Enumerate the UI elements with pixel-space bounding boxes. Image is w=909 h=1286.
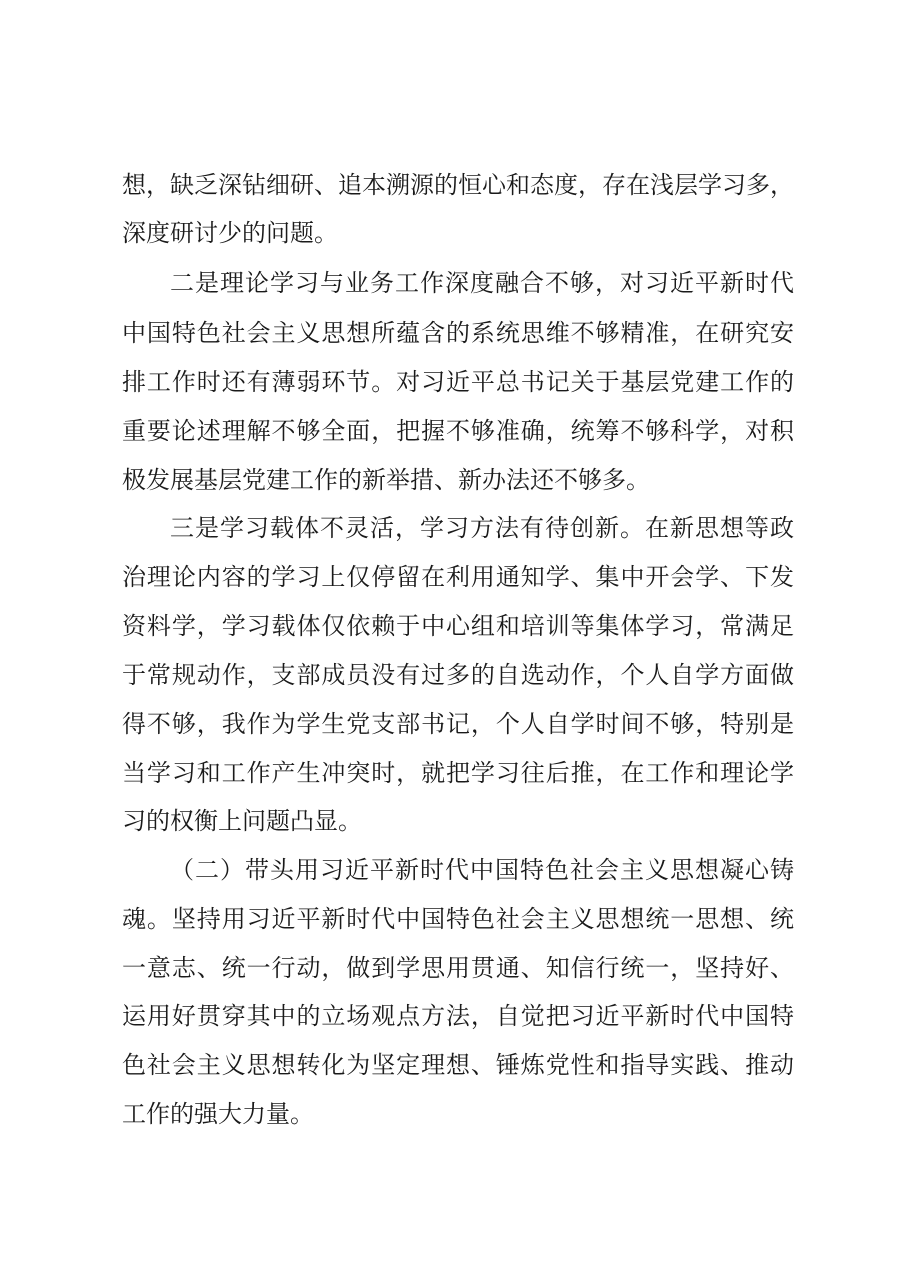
paragraph-2-line-2: 中国特色社会主义思想所蕴含的系统思维不够精准，在研究安 [122,319,794,347]
paragraph-2-line-3: 排工作时还有薄弱环节。对习近平总书记关于基层党建工作的 [122,368,794,396]
paragraph-3-line-1: 三是学习载体不灵活，学习方法有待创新。在新思想等政 [170,514,794,542]
paragraph-4-line-1: （二）带头用习近平新时代中国特色社会主义思想凝心铸 [170,856,794,884]
paragraph-4-line-5: 色社会主义思想转化为坚定理想、锤炼党性和指导实践、推动 [122,1051,794,1079]
paragraph-3-line-3: 资料学，学习载体仅依赖于中心组和培训等集体学习，常满足 [122,612,794,640]
paragraph-1-line-2: 深度研讨少的问题。 [122,219,338,247]
paragraph-4-line-6: 工作的强大力量。 [122,1100,314,1128]
paragraph-4-line-3: 一意志、统一行动，做到学思用贯通、知信行统一，坚持好、 [122,954,794,982]
paragraph-1-line-1: 想，缺乏深钻细研、追本溯源的恒心和态度，存在浅层学习多， [122,171,794,199]
paragraph-3-line-2: 治理论内容的学习上仅停留在利用通知学、集中开会学、下发 [122,563,794,591]
paragraph-3-line-6: 当学习和工作产生冲突时，就把学习往后推，在工作和理论学 [122,759,794,787]
paragraph-3-line-4: 于常规动作，支部成员没有过多的自选动作，个人自学方面做 [122,661,794,689]
paragraph-4-line-4: 运用好贯穿其中的立场观点方法，自觉把习近平新时代中国特 [122,1002,794,1030]
paragraph-4-line-2: 魂。坚持用习近平新时代中国特色社会主义思想统一思想、统 [122,905,794,933]
paragraph-2-line-4: 重要论述理解不够全面，把握不够准确，统筹不够科学，对积 [122,417,794,445]
paragraph-2-line-1: 二是理论学习与业务工作深度融合不够，对习近平新时代 [170,269,794,297]
paragraph-2-line-5: 极发展基层党建工作的新举措、新办法还不够多。 [122,466,650,494]
paragraph-3-line-5: 得不够，我作为学生党支部书记，个人自学时间不够，特别是 [122,710,794,738]
paragraph-3-line-7: 习的权衡上问题凸显。 [122,807,362,835]
